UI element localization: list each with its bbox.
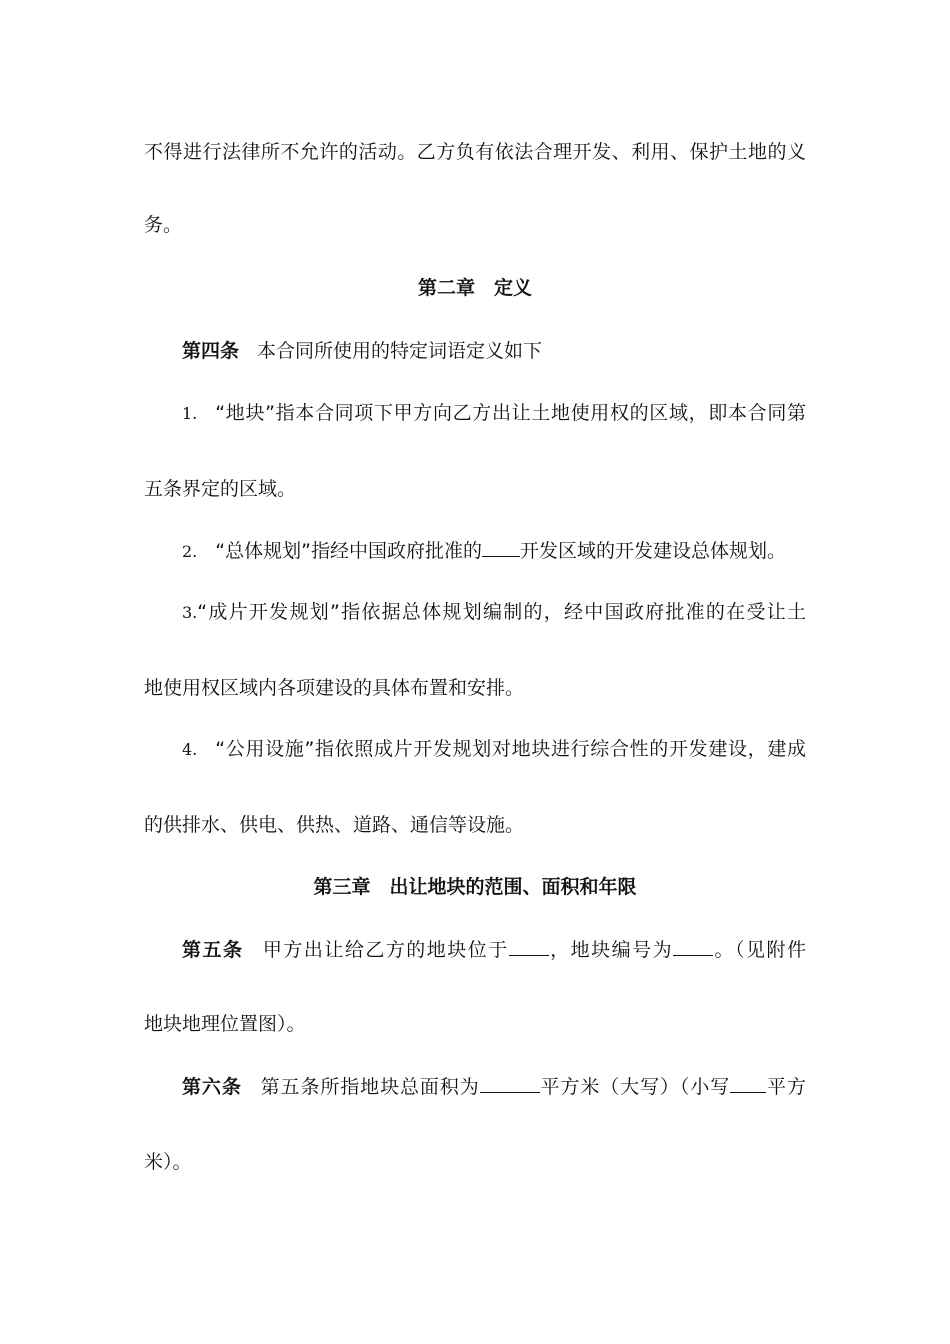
article-text: 。（见附件: [713, 939, 806, 961]
article-4: [182, 339, 806, 363]
item-text: “公用设施”指依照成片开发规划对地块进行综合性的开发建设，建成: [215, 738, 806, 760]
item-text: “地块”指本合同项下甲方向乙方出让土地使用权的区域，即本合同第: [215, 402, 806, 424]
article-text: ，地块编号为: [548, 939, 674, 961]
blank-field: [509, 937, 549, 956]
paragraph-line: 五条界定的区域。: [144, 478, 297, 500]
blank-field: [482, 538, 520, 557]
definition-4: [182, 737, 806, 762]
item-text: “成片开发规划”指依据总体规划编制的，经中国政府批准的在受让土: [197, 601, 806, 623]
paragraph-line: 米）。: [144, 1151, 192, 1173]
paragraph-line: 的供排水、供电、供热、道路、通信等设施。: [144, 814, 525, 836]
article-text: 本合同所使用的特定词语定义如下: [257, 340, 543, 362]
chapter-heading: 第二章 定义: [417, 277, 532, 299]
definition-1: [182, 401, 806, 426]
paragraph-line: 地使用权区域内各项建设的具体布置和安排。: [144, 677, 525, 699]
chapter-heading: 第三章 出让地块的范围、面积和年限: [313, 876, 637, 898]
item-number: 1.: [182, 404, 198, 423]
paragraph-line: 不得进行法律所不允许的活动。乙方负有依法合理开发、利用、保护土地的义: [144, 141, 806, 163]
article-text: 平方米（大写）（小写: [539, 1076, 731, 1098]
item-number: 3.: [182, 603, 198, 622]
paragraph-line: 地块地理位置图）。: [144, 1013, 306, 1035]
item-number: 2.: [182, 542, 198, 561]
article-6: [182, 1074, 806, 1099]
item-text: “总体规划”指经中国政府批准的: [215, 540, 482, 562]
blank-field: [480, 1074, 540, 1093]
definition-3: [182, 600, 806, 625]
article-title: 第六条: [182, 1076, 242, 1098]
blank-field: [730, 1074, 766, 1093]
article-5: [182, 937, 806, 962]
article-text: 平方: [766, 1076, 806, 1098]
paragraph-line: 务。: [144, 214, 183, 236]
definition-2: [182, 538, 806, 564]
item-text: 开发区域的开发建设总体规划。: [519, 540, 786, 562]
article-text: 第五条所指地块总面积为: [259, 1076, 480, 1098]
article-title: 第五条: [182, 939, 244, 961]
article-text: 甲方出让给乙方的地块位于: [261, 939, 509, 961]
blank-field: [673, 937, 713, 956]
article-title: 第四条: [182, 340, 240, 362]
item-number: 4.: [182, 740, 198, 759]
